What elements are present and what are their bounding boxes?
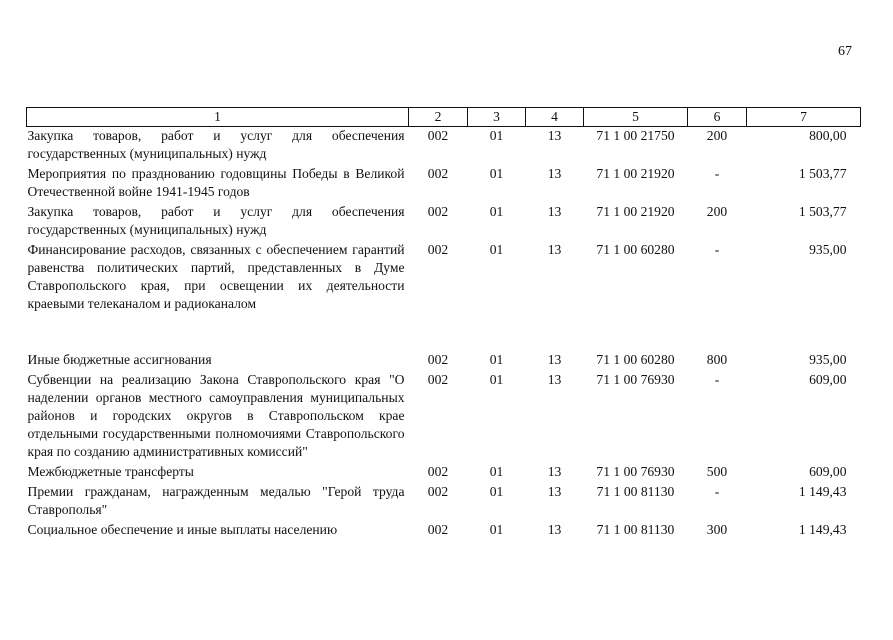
row-expense-type: - [714,242,720,257]
row-ministry-code: 002 [427,352,449,367]
header-col-5: 5 [584,108,688,127]
row-ministry-code: 002 [427,242,449,257]
row-name: Иные бюджетные ассигнования [27,352,212,367]
row-expense-type: - [714,372,720,387]
row-target-article: 71 1 00 81130 [596,522,675,537]
row-subsection-code: 13 [547,484,562,499]
row-amount: 609,00 [809,464,847,479]
row-section-code: 01 [489,372,504,387]
row-subsection-code: 13 [547,372,562,387]
row-name: Финансирование расходов, связанных с обеспечением гарантий равенства политических партий, представленных в Думе Ставропольского края, при освещении их деятельности краевыми телеканалом и радиоканалом [27,242,405,311]
row-ministry-code: 002 [427,166,449,181]
header-col-4: 4 [526,108,584,127]
table-row [27,241,861,315]
row-amount: 935,00 [809,352,847,367]
row-ministry-code: 002 [427,204,449,219]
row-expense-type: - [714,166,720,181]
row-target-article: 71 1 00 60280 [596,242,675,257]
table-row [27,483,861,521]
table-row [27,463,861,483]
table-row [27,351,861,371]
row-name: Мероприятия по празднованию годовщины Победы в Великой Отечественной войне 1941-1945 годов [27,166,405,199]
row-name: Закупка товаров, работ и услуг для обеспечения государственных (муниципальных) нужд [27,128,405,161]
row-subsection-code: 13 [547,242,562,257]
row-expense-type: 500 [706,464,728,479]
row-name: Премии гражданам, награжденным медалью "Герой труда Ставрополья" [27,484,405,517]
row-subsection-code: 13 [547,128,562,143]
table-row [27,127,861,166]
row-ministry-code: 002 [427,464,449,479]
header-col-7: 7 [747,108,861,127]
row-name: Закупка товаров, работ и услуг для обеспечения государственных (муниципальных) нужд [27,204,405,237]
row-amount: 1 503,77 [798,166,847,181]
row-amount: 1 149,43 [798,484,847,499]
header-col-6: 6 [688,108,747,127]
row-target-article: 71 1 00 81130 [596,484,675,499]
row-expense-type: - [714,484,720,499]
row-amount: 609,00 [809,372,847,387]
row-section-code: 01 [489,166,504,181]
row-spacer [27,315,861,351]
row-amount: 935,00 [809,242,847,257]
row-section-code: 01 [489,242,504,257]
row-ministry-code: 002 [427,128,449,143]
row-expense-type: 300 [706,522,728,537]
row-subsection-code: 13 [547,464,562,479]
budget-table [26,107,861,541]
row-name: Социальное обеспечение и иные выплаты населению [27,522,338,537]
table-row [27,203,861,241]
row-subsection-code: 13 [547,204,562,219]
row-expense-type: 200 [706,204,728,219]
row-section-code: 01 [489,204,504,219]
row-target-article: 71 1 00 21920 [596,166,675,181]
row-name: Субвенции на реализацию Закона Ставропольского края "О наделении органов местного самоуправления муниципальных районов и городских округов в Ставропольском крае отдельными государственными полномочиями Ставропольского края по созданию административных комиссий" [27,372,405,459]
row-amount: 1 149,43 [798,522,847,537]
row-section-code: 01 [489,522,504,537]
header-col-2: 2 [409,108,468,127]
row-section-code: 01 [489,128,504,143]
row-target-article: 71 1 00 21750 [596,128,675,143]
row-amount: 800,00 [809,128,847,143]
page-number: 67 [838,44,852,59]
header-col-3: 3 [468,108,526,127]
row-expense-type: 800 [706,352,728,367]
table-row [27,371,861,463]
row-target-article: 71 1 00 76930 [596,372,675,387]
row-subsection-code: 13 [547,166,562,181]
row-section-code: 01 [489,484,504,499]
row-amount: 1 503,77 [798,204,847,219]
row-section-code: 01 [489,352,504,367]
row-expense-type: 200 [706,128,728,143]
row-subsection-code: 13 [547,522,562,537]
row-ministry-code: 002 [427,484,449,499]
table-row [27,165,861,203]
row-name: Межбюджетные трансферты [27,464,194,479]
table-row [27,521,861,541]
row-ministry-code: 002 [427,522,449,537]
header-col-1: 1 [27,108,409,127]
row-target-article: 71 1 00 60280 [596,352,675,367]
row-subsection-code: 13 [547,352,562,367]
row-section-code: 01 [489,464,504,479]
row-target-article: 71 1 00 21920 [596,204,675,219]
header-row [27,108,861,127]
row-ministry-code: 002 [427,372,449,387]
row-target-article: 71 1 00 76930 [596,464,675,479]
